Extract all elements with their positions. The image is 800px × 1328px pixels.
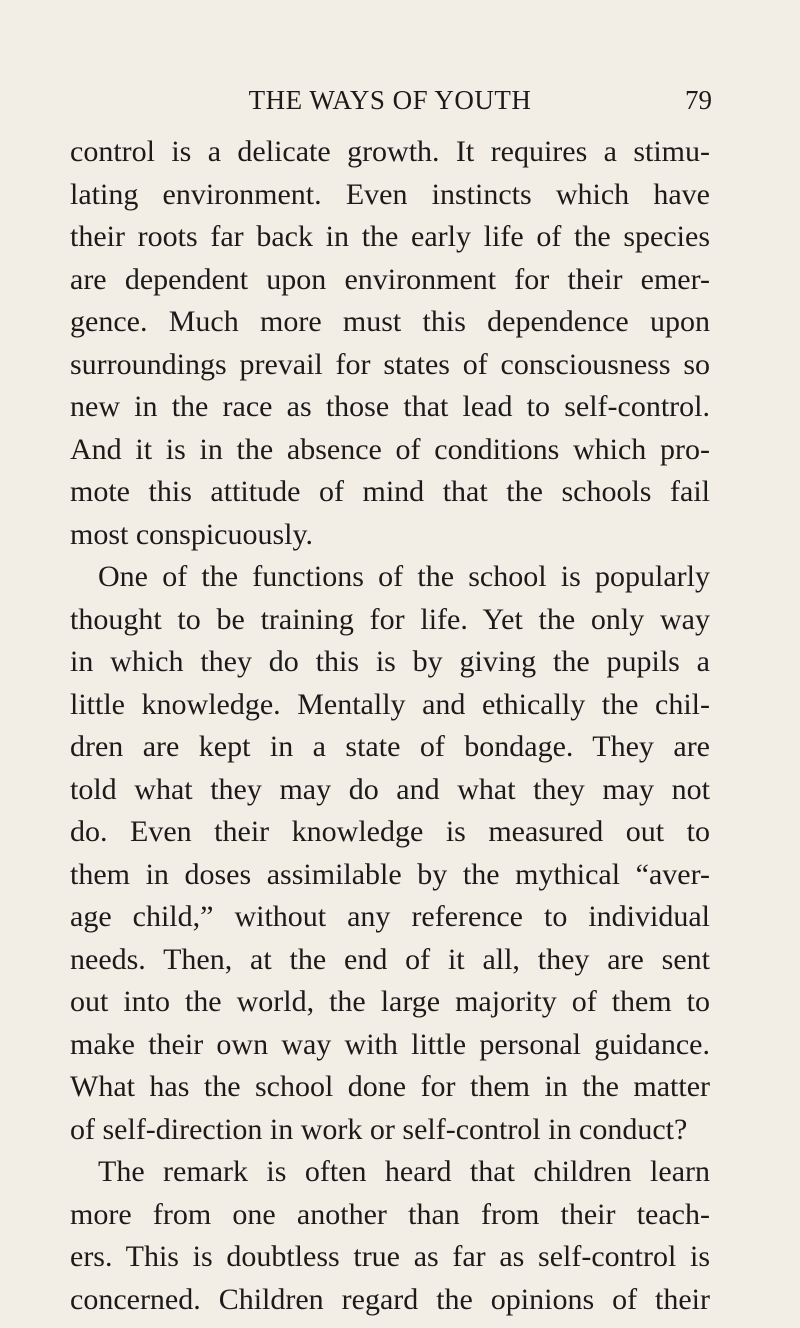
running-head (70, 80, 710, 120)
running-title: THE WAYS OF YOUTH (248, 85, 532, 115)
text-line: lating environment. Even instincts which have (70, 177, 710, 211)
text-line: What has the school done for them in the matter (70, 1070, 710, 1103)
text-line: ers. This is doubtless true as far as self-control is (70, 1240, 710, 1273)
text-line: out into the world, the large majority of them to (70, 985, 710, 1018)
text-line: age child,” without any reference to individual (70, 900, 710, 933)
paragraph-start-line: One of the functions of the school is popularly (98, 560, 710, 593)
text-line: told what they may do and what they may not (70, 772, 710, 806)
text-line: gence. Much more must this dependence upon (70, 305, 710, 338)
text-line: more from one another than from their teach- (70, 1197, 710, 1231)
text-line: do. Even their knowledge is measured out to (70, 815, 710, 848)
text-line: them in doses assimilable by the mythical “aver- (70, 857, 710, 891)
text-line: control is a delicate growth. It requires a stimu- (70, 135, 710, 168)
text-line: little knowledge. Mentally and ethically the chil- (70, 687, 710, 721)
text-line: most conspicuously. (70, 517, 314, 551)
paragraph-start-line: The remark is often heard that children learn (98, 1155, 710, 1188)
text-line: And it is in the absence of conditions which pro- (70, 432, 710, 466)
text-line: are dependent upon environment for their emer- (70, 262, 710, 296)
text-line: their roots far back in the early life of the species (70, 220, 710, 253)
text-line: surroundings prevail for states of consciousness so (70, 347, 710, 381)
text-line: make their own way with little personal guidance. (70, 1027, 710, 1061)
text-line: dren are kept in a state of bondage. They are (70, 730, 710, 763)
body-text (70, 131, 710, 1321)
text-line: concerned. Children regard the opinions of their (70, 1282, 710, 1316)
text-line: thought to be training for life. Yet the only way (70, 602, 710, 636)
text-line: mote this attitude of mind that the schools fail (70, 475, 710, 508)
text-line: of self-direction in work or self-control in conduct? (70, 1112, 688, 1146)
page-number: 79 (685, 85, 712, 115)
text-line: new in the race as those that lead to self-control. (70, 390, 710, 423)
text-line: in which they do this is by giving the pupils a (70, 645, 710, 678)
text-line: needs. Then, at the end of it all, they are sent (70, 942, 710, 976)
